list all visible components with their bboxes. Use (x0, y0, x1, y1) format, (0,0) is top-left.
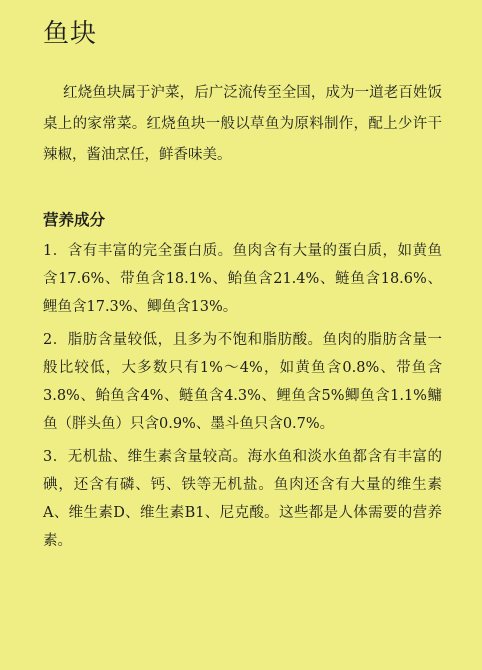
nutrition-heading: 营养成分 (43, 211, 106, 229)
nutrition-point-minerals-vitamins: 3．无机盐、维生素含量较高。海水鱼和淡水鱼都含有丰富的碘，还含有磷、钙、铁等无机盐。鱼肉还含有大量的维生素A、维生素D、维生素B1、尼克酸。这些都是人体需要的营养素。 (43, 449, 442, 549)
nutrition-list (43, 237, 442, 555)
article-title: 鱼块 (43, 19, 98, 49)
intro-paragraph: 红烧鱼块属于沪菜，后广泛流传至全国，成为一道老百姓饭桌上的家常菜。红烧鱼块一般以草鱼为原料制作，配上少许干辣椒，酱油烹任，鲜香味美。 (43, 85, 442, 163)
nutrition-point-fat: 2．脂肪含量较低，且多为不饱和脂肪酸。鱼肉的脂肪含量一般比较低，大多数只有1%～4%，如黄鱼含0.8%、带鱼含3.8%、鲐鱼含4%、鲢鱼含4.3%、鲤鱼含5%鲫鱼含1.1%鳙鱼（胖头鱼）只含0.9%、墨斗鱼只含0.7%。 (43, 332, 442, 432)
nutrition-point-protein: 1．含有丰富的完全蛋白质。鱼肉含有大量的蛋白质，如黄鱼含17.6%、带鱼含18.1%、鲐鱼含21.4%、鲢鱼含18.6%、鲤鱼含17.3%、鲫鱼含13%。 (43, 243, 442, 315)
